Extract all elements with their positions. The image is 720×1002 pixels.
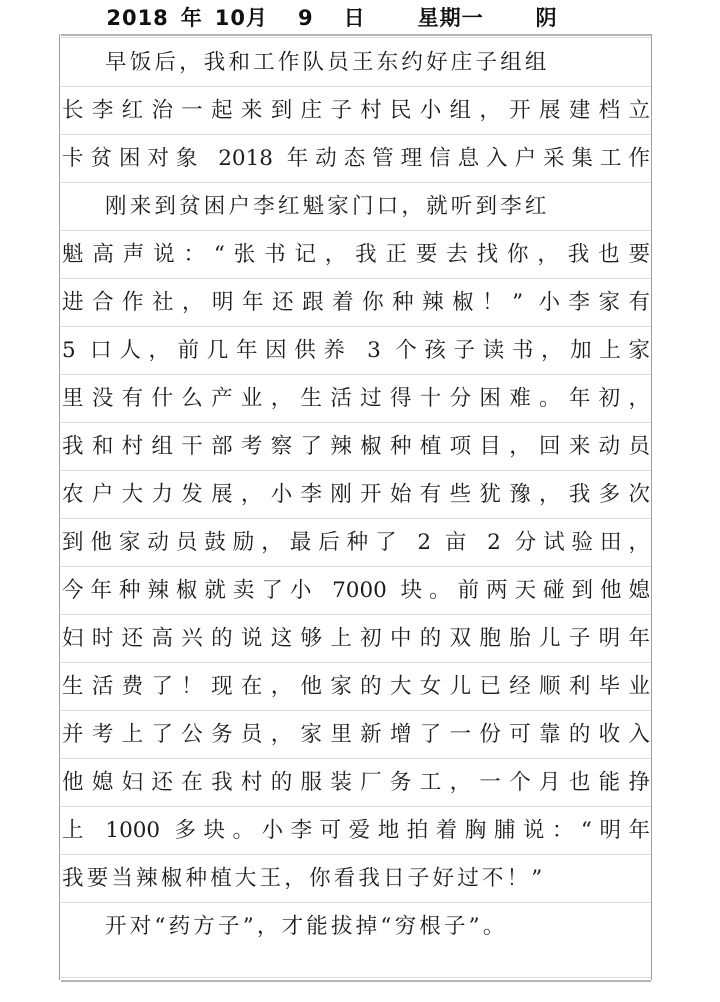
text-row-content: 生活费了！现在，他家的大女儿已经顺利毕业 (62, 673, 650, 699)
text-row-content: 卡贫困对象 2018 年动态管理信息入户采集工作 (62, 145, 650, 171)
text-row (61, 279, 651, 327)
date-month-unit: 月 (246, 6, 269, 30)
text-row (61, 87, 651, 135)
text-row (61, 759, 651, 807)
date-header-text (106, 2, 557, 32)
text-row-content: 魁高声说：“张书记，我正要去找你，我也要 (62, 241, 650, 267)
text-row (61, 231, 651, 279)
date-day-unit: 日 (343, 6, 366, 30)
text-row (61, 327, 651, 375)
text-row-content: 上 1000 多块。小李可爱地拍着胸脯说：“明年 (62, 817, 650, 843)
text-rows (61, 39, 651, 951)
text-row-content: 并考上了公务员，家里新增了一份可靠的收入 (62, 721, 650, 747)
text-row-content: 农户大力发展，小李刚开始有些犹豫，我多次 (62, 481, 650, 507)
date-weekday: 星期一 (417, 6, 484, 30)
text-row-content: 妇时还高兴的说这够上初中的双胞胎儿子明年 (62, 625, 650, 651)
text-row (61, 663, 651, 711)
text-row (61, 471, 651, 519)
text-row-content: 我和村组干部考察了辣椒种植项目，回来动员 (62, 433, 650, 459)
text-row-content: 刚来到贫困户李红魁家门口，就听到李红 (105, 193, 550, 219)
text-row-content: 进合作社，明年还跟着你种辣椒！” 小李家有 (62, 289, 650, 315)
text-row-content: 我要当辣椒种植大王，你看我日子好过不！” (62, 865, 546, 891)
text-row (61, 519, 651, 567)
date-year-unit: 年 (180, 6, 203, 30)
bottom-rule-dark (61, 980, 651, 982)
bottom-double-rule (61, 977, 651, 983)
text-row-content: 早饭后，我和工作队员王东约好庄子组组 (105, 49, 550, 75)
text-row-content: 开对“药方子”，才能拔掉“穷根子”。 (105, 914, 508, 940)
date-year: 2018 (106, 6, 169, 30)
top-rule-dark (61, 34, 651, 36)
text-row (61, 375, 651, 423)
date-day: 9 (298, 6, 314, 30)
weather-label: 阴 (535, 6, 558, 30)
ruled-sheet (61, 37, 651, 977)
text-row (61, 807, 651, 855)
text-row (61, 183, 651, 231)
text-row (61, 615, 651, 663)
text-row (61, 711, 651, 759)
text-row-content: 5 口人，前几年因供养 3 个孩子读书，加上家 (62, 337, 650, 363)
text-row-content: 到他家动员鼓励，最后种了 2 亩 2 分试验田， (62, 529, 650, 555)
right-page-edge (651, 34, 652, 980)
text-row (61, 135, 651, 183)
date-month: 10 (214, 6, 247, 30)
text-row-content: 他媳妇还在我村的服装厂务工，一个月也能挣 (62, 769, 650, 795)
text-row (61, 567, 651, 615)
date-header (0, 0, 720, 34)
text-row (61, 423, 651, 471)
bottom-rule-light (61, 977, 651, 978)
text-row (61, 855, 651, 903)
text-row-content: 长李红治一起来到庄子村民小组，开展建档立 (62, 97, 650, 123)
left-page-edge (59, 34, 60, 980)
text-row (61, 39, 651, 87)
text-row (61, 903, 651, 951)
text-row-content: 里没有什么产业，生活过得十分困难。年初， (62, 385, 650, 411)
text-row-content: 今年种辣椒就卖了小 7000 块。前两天碰到他媳 (62, 577, 650, 603)
top-rule-light (61, 37, 651, 38)
